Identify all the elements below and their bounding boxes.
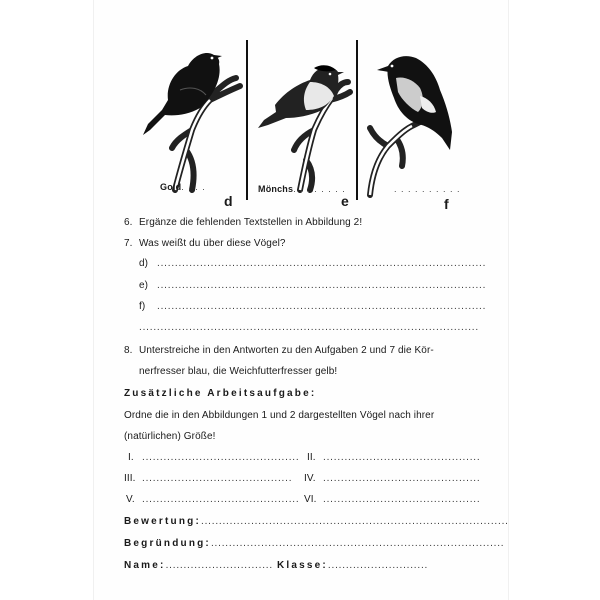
name-klasse-field[interactable]: Name:.............................. Klasse:............................ xyxy=(124,560,429,571)
task-8-line-1: 8. Unterstreiche in den Antworten zu den Aufgaben 2 und 7 die Kör- xyxy=(124,345,434,356)
task-6: 6. Ergänze die fehlenden Textstellen in Abbildung 2! xyxy=(124,217,363,228)
extra-task-heading: Zusätzliche Arbeitsaufgabe: xyxy=(124,388,317,399)
rank-row-2-right[interactable]: IV. ............................................ xyxy=(304,473,481,484)
answer-line-d[interactable]: d) ............................................................................................ xyxy=(139,258,487,269)
caption-e: Mönchs. . . . . . . . xyxy=(258,184,346,194)
answer-line-e[interactable]: e) ............................................................................................ xyxy=(139,280,487,291)
bird-f-drawing xyxy=(370,56,452,195)
caption-d: Gold. . . . xyxy=(160,182,206,192)
extra-task-line-2: (natürlichen) Größe! xyxy=(124,431,216,442)
letter-e: e xyxy=(341,193,349,209)
task-7: 7. Was weißt du über diese Vögel? xyxy=(124,238,286,249)
rank-row-3-left[interactable]: V. ............................................ xyxy=(126,494,300,505)
answer-line-extra[interactable]: ............................................................................................... xyxy=(139,322,479,333)
rank-row-1-right[interactable]: II. ............................................ xyxy=(307,452,481,463)
rank-row-2-left[interactable]: III. .......................................... xyxy=(124,473,293,484)
rank-row-3-right[interactable]: VI. ............................................ xyxy=(304,494,481,505)
letter-f: f xyxy=(444,196,449,212)
begruendung-field[interactable]: Begründung:.................................................................................. xyxy=(124,538,505,549)
bewertung-field[interactable]: Bewertung:...................................................................................... xyxy=(124,516,509,527)
bird-illustration-panel xyxy=(0,0,600,215)
answer-line-f[interactable]: f) ............................................................................................ xyxy=(139,301,487,312)
caption-f: . . . . . . . . . . xyxy=(394,184,461,194)
bird-drawings xyxy=(0,0,600,215)
task-8-line-2: nerfresser blau, die Weichfutterfresser gelb! xyxy=(139,366,338,377)
letter-d: d xyxy=(224,193,233,209)
rank-row-1-left[interactable]: I. ............................................ xyxy=(128,452,300,463)
bird-d-drawing xyxy=(143,53,240,190)
extra-task-line-1: Ordne die in den Abbildungen 1 und 2 dargestellten Vögel nach ihrer xyxy=(124,410,435,421)
bird-e-drawing xyxy=(258,65,350,190)
